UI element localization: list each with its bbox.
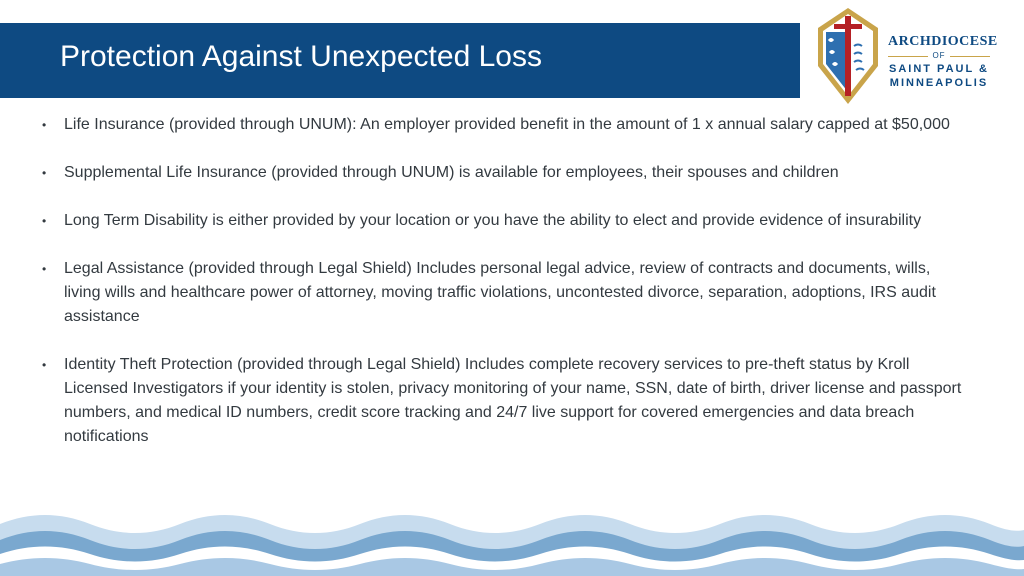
bullet-long-term-disability xyxy=(40,209,970,233)
logo-rule-right xyxy=(950,56,990,57)
bullet-text: Long Term Disability is either provided by your location or you have the ability to elect and provide evidence of insurability xyxy=(64,212,922,229)
bullet-text: Supplemental Life Insurance (provided through UNUM) is available for employees, their spouses and children xyxy=(64,164,839,181)
bullet-identity-theft xyxy=(40,353,970,449)
logo-line-saint-paul: SAINT PAUL & xyxy=(889,63,989,75)
crest-icon xyxy=(808,6,888,106)
logo-of-row xyxy=(888,50,990,62)
bullet-marker: • xyxy=(42,262,47,276)
bullet-text: Identity Theft Protection (provided through Legal Shield) Includes complete recovery services to pre-theft status by Kroll Licensed Investigators if your identity is stolen, privacy monitoring of your name, SSN, date of birth, driver license and passport numbers, and medical ID numbers, credit score tracking and 24/7 live support for covered emergencies and data breach notifications xyxy=(64,356,962,445)
bullet-marker: • xyxy=(42,166,47,180)
logo-line-minneapolis: MINNEAPOLIS xyxy=(889,77,989,89)
bullet-legal-assistance xyxy=(40,257,970,329)
bullet-life-insurance xyxy=(40,113,970,137)
logo-of: OF xyxy=(932,51,946,60)
bullet-supplemental-life xyxy=(40,161,970,185)
wave-footer xyxy=(0,510,1024,576)
bullet-marker: • xyxy=(42,214,47,228)
bullet-marker: • xyxy=(42,118,47,132)
logo-line-archdiocese: ARCHDIOCESE xyxy=(888,34,998,49)
archdiocese-logo xyxy=(800,0,1024,110)
bullet-marker: • xyxy=(42,358,47,372)
logo-wordmark xyxy=(888,34,998,90)
logo-rule-left xyxy=(888,56,928,57)
bullet-text: Life Insurance (provided through UNUM): An employer provided benefit in the amount of 1 x annual salary capped at $50,000 xyxy=(64,116,950,133)
slide-title: Protection Against Unexpected Loss xyxy=(60,40,542,73)
bullet-text: Legal Assistance (provided through Legal Shield) Includes personal legal advice, review of contracts and documents, wills, living wills and healthcare power of attorney, moving traffic violations, uncontested divorce, separation, adoptions, IRS audit assistance xyxy=(64,260,936,325)
bullet-list xyxy=(40,113,970,449)
